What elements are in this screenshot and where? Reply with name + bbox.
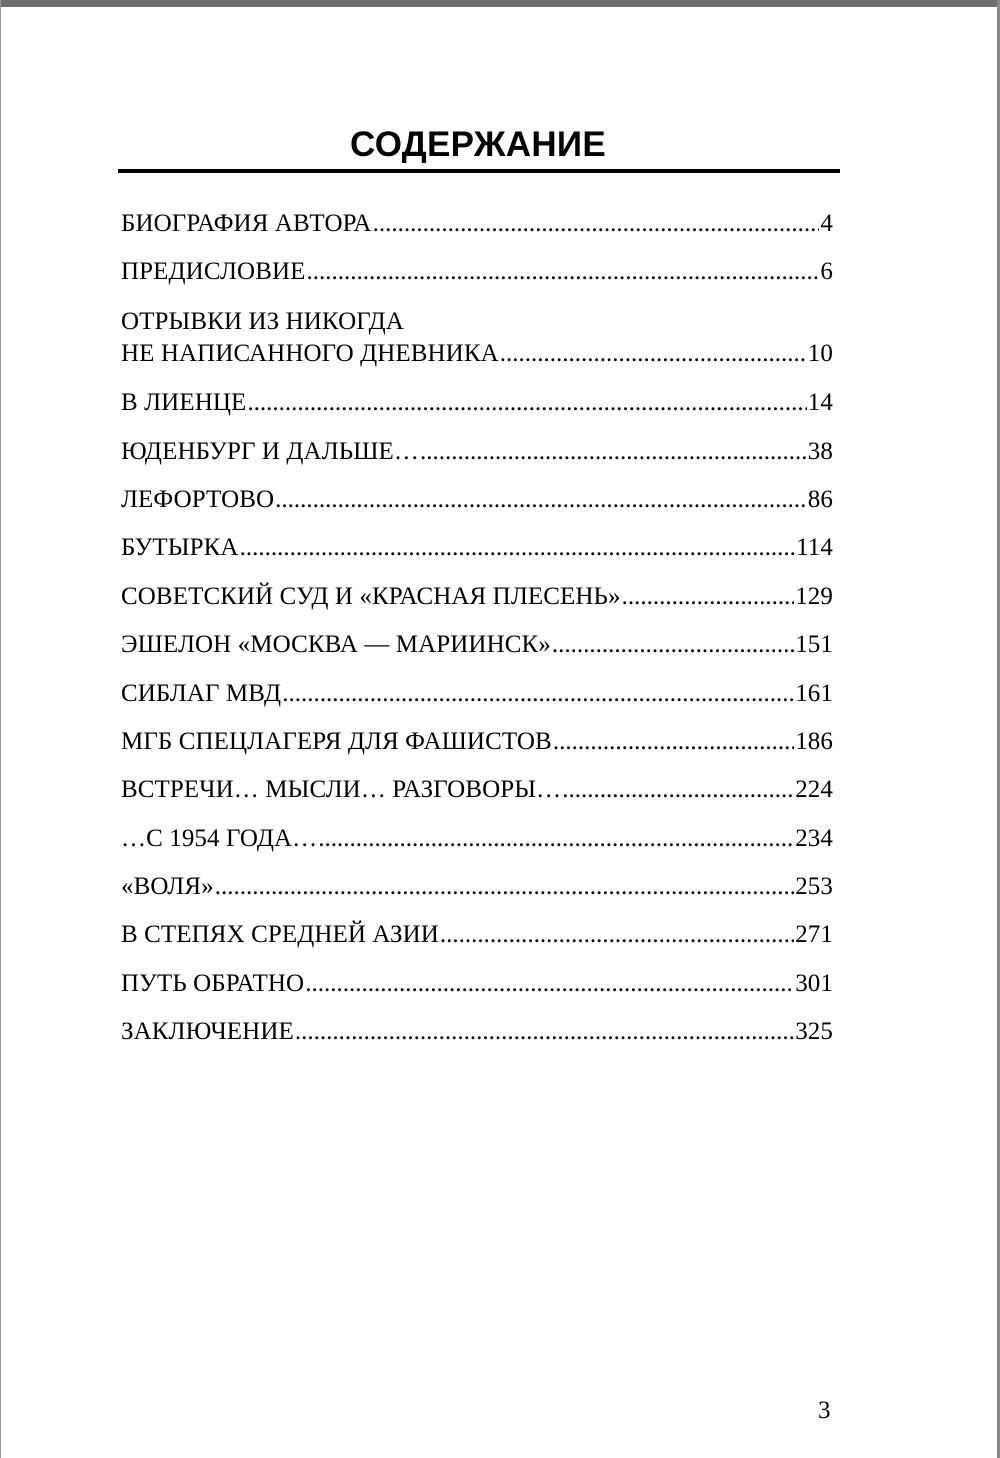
dot-leader [215, 872, 794, 902]
toc-entry-biography[interactable] [121, 209, 833, 239]
toc-entry-meetings[interactable] [121, 775, 833, 805]
toc-entry-page: 10 [807, 339, 833, 367]
dot-leader [307, 257, 820, 287]
toc-entry-siblag[interactable] [121, 679, 833, 709]
toc-entry-title: …С 1954 ГОДА… [121, 824, 318, 852]
toc-entry-title: ЛЕФОРТОВО [121, 485, 275, 513]
toc-entry-title: ПУТЬ ОБРАТНО [121, 969, 305, 997]
toc-entry-title: ЮДЕНБУРГ И ДАЛЬШЕ… [121, 437, 419, 465]
title-underline [118, 169, 840, 173]
dot-leader [240, 533, 796, 563]
toc-entry-preface[interactable] [121, 257, 833, 287]
toc-entry-page: 224 [795, 776, 833, 804]
toc-entry-title: В ЛИЕНЦЕ [121, 389, 247, 417]
toc-entry-title: ЗАКЛЮЧЕНИЕ [121, 1018, 294, 1046]
toc-entry-title: ПРЕДИСЛОВИЕ [121, 258, 306, 286]
toc-entry-page: 161 [795, 679, 833, 707]
viewer-top-bar [0, 0, 1000, 7]
toc-entry-page: 325 [795, 1018, 833, 1046]
toc-entry-since-1954[interactable] [121, 824, 833, 854]
toc-entry-title: ЭШЕЛОН «МОСКВА — МАРИИНСК» [121, 631, 551, 659]
toc-entry-title: МГБ СПЕЦЛАГЕРЯ ДЛЯ ФАШИСТОВ [121, 727, 552, 755]
dot-leader [247, 388, 806, 418]
dot-leader [552, 630, 794, 660]
toc-entry-conclusion[interactable] [121, 1017, 833, 1047]
toc-entry-page: 234 [795, 824, 833, 852]
dot-leader [440, 920, 794, 950]
toc-entry-title-line1: ОТРЫВКИ ИЗ НИКОГДА [121, 307, 404, 335]
toc-entry-page: 129 [795, 582, 833, 610]
toc-entry-judenburg[interactable] [121, 437, 833, 467]
dot-leader [373, 209, 820, 239]
dot-leader [318, 824, 794, 854]
toc-entry-diary-excerpts[interactable] [121, 306, 833, 370]
dot-leader [553, 727, 794, 757]
toc-entry-page: 6 [820, 258, 833, 286]
toc-entry-page: 38 [807, 437, 833, 465]
table-of-contents [121, 209, 833, 1066]
toc-entry-echelon[interactable] [121, 630, 833, 660]
toc-entry-butyrka[interactable] [121, 533, 833, 563]
toc-entry-page: 86 [807, 485, 833, 513]
toc-entry-title: НЕ НАПИСАННОГО ДНЕВНИКА [121, 339, 499, 367]
toc-entry-page: 186 [795, 727, 833, 755]
toc-entry-page: 253 [795, 873, 833, 901]
toc-entry-title: СОВЕТСКИЙ СУД И «КРАСНАЯ ПЛЕСЕНЬ» [121, 582, 621, 610]
dot-leader [622, 582, 795, 612]
dot-leader [420, 437, 807, 467]
toc-entry-soviet-court[interactable] [121, 582, 833, 612]
toc-entry-title: БИОГРАФИЯ АВТОРА [121, 210, 372, 237]
page-number: 3 [818, 1397, 831, 1424]
page-title: СОДЕРЖАНИЕ [349, 125, 606, 164]
toc-entry-page: 114 [796, 534, 833, 562]
dot-leader [275, 485, 807, 515]
toc-entry-title: В СТЕПЯХ СРЕДНЕЙ АЗИИ [121, 921, 439, 949]
toc-entry-mgb-camps[interactable] [121, 727, 833, 757]
toc-entry-page: 301 [795, 969, 833, 997]
toc-entry-lienz[interactable] [121, 388, 833, 418]
toc-entry-central-asia[interactable] [121, 920, 833, 950]
toc-entry-title: ВСТРЕЧИ… МЫСЛИ… РАЗГОВОРЫ… [121, 776, 562, 804]
toc-entry-page: 151 [795, 631, 833, 659]
toc-entry-lefortovo[interactable] [121, 485, 833, 515]
toc-entry-page: 4 [820, 210, 833, 237]
dot-leader [562, 775, 794, 805]
toc-entry-page: 271 [795, 921, 833, 949]
toc-entry-freedom[interactable] [121, 872, 833, 902]
toc-entry-way-back[interactable] [121, 969, 833, 999]
dot-leader [305, 969, 794, 999]
document-page [0, 7, 997, 1458]
dot-leader [282, 679, 794, 709]
toc-entry-title: «ВОЛЯ» [121, 873, 214, 901]
toc-entry-page: 14 [807, 389, 833, 417]
toc-entry-title: БУТЫРКА [121, 534, 239, 562]
toc-entry-title: СИБЛАГ МВД [121, 679, 282, 707]
dot-leader [500, 338, 807, 370]
dot-leader [295, 1017, 794, 1047]
